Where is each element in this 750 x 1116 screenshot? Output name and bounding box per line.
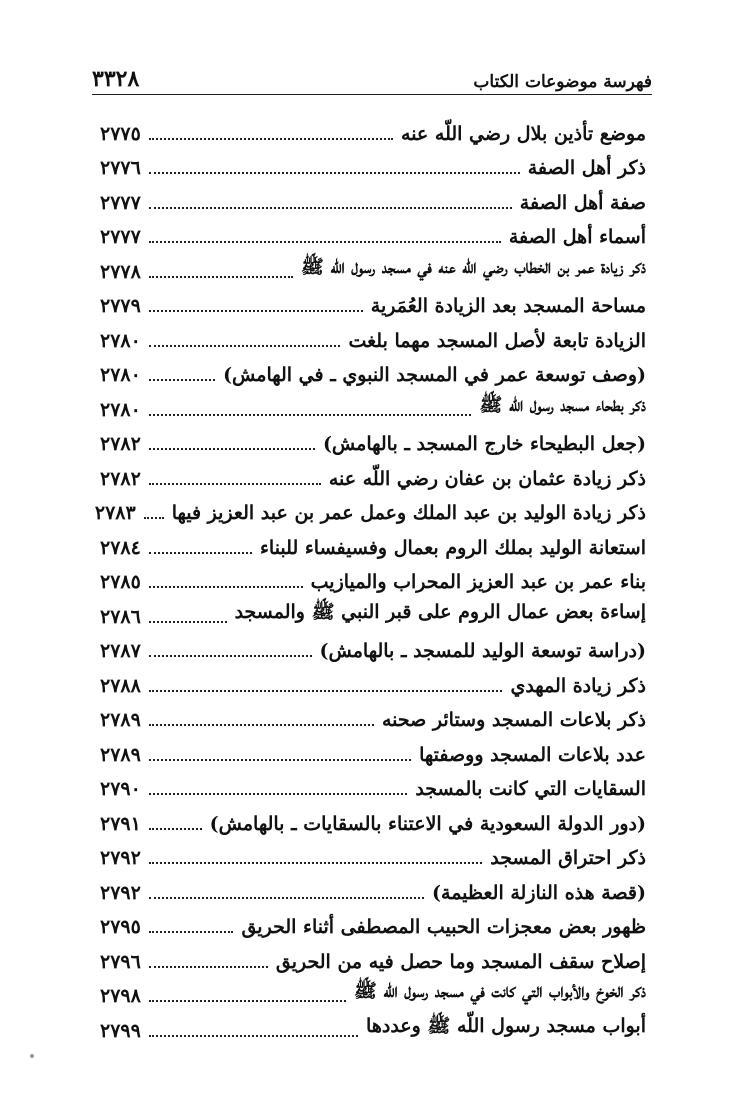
toc-entry-page: ٢٧٧٨ — [100, 260, 141, 283]
toc-entry-title: أبواب مسجد رسول اللّه ﷺ وعددها — [366, 1014, 646, 1037]
dot-leader — [149, 724, 374, 726]
toc-entry-page: ٢٧٧٦ — [100, 157, 141, 179]
scan-speck — [30, 1054, 34, 1058]
toc-entry-page: ٢٧٨٩ — [100, 709, 141, 731]
dot-leader — [149, 655, 312, 657]
toc-entry-title: (دراسة توسعة الوليد للمسجد ـ بالهامش) — [319, 640, 646, 662]
toc-entry-page: ٢٧٧٧ — [100, 191, 141, 214]
toc-entry — [100, 666, 646, 701]
toc-entry-title: أسماء أهل الصفة — [508, 226, 646, 248]
dot-leader — [149, 897, 424, 899]
toc-entry-page: ٢٧٨٧ — [100, 640, 141, 662]
toc-entry-page: ٢٧٩١ — [100, 812, 141, 835]
toc-entry-title: عدد بلاعات المسجد ووصفتها — [419, 743, 646, 766]
dot-leader — [149, 310, 363, 312]
toc-entry-title: الزيادة تابعة لأصل المسجد مهما بلغت — [348, 329, 646, 352]
toc-entry — [100, 908, 646, 943]
toc-entry-page: ٢٧٨٥ — [100, 571, 141, 593]
dot-leader — [149, 793, 407, 795]
dot-leader — [149, 586, 303, 588]
toc-entry-title: ذكر زيادة عمر بن الخطاب رضي اللّه عنه في مسجد رسول اللّه ﷺ — [300, 255, 646, 278]
dot-leader — [149, 241, 501, 243]
toc-entry-title: استعانة الوليد بملك الروم بعمال وفسيفساء للبناء — [259, 536, 646, 559]
toc-entry-title: (وصف توسعة عمر في المسجد النبوي ـ في الهامش) — [223, 364, 646, 386]
toc-entry-page: ٢٧٨٠ — [100, 329, 141, 352]
toc-entry-title: ذكر بطحاء مسجد رسول اللّه ﷺ — [479, 393, 646, 416]
toc-entry — [100, 701, 646, 736]
toc-entry-title: (قصة هذه النازلة العظيمة) — [432, 881, 646, 904]
toc-entry — [100, 287, 646, 322]
toc-entry — [100, 356, 646, 391]
toc-entry-title: مساحة المسجد بعد الزيادة العُمَرية — [370, 295, 646, 317]
toc-entry-page: ٢٧٩٨ — [100, 985, 141, 1007]
dot-leader — [149, 828, 202, 830]
toc-entry — [100, 942, 646, 977]
toc-entry-page: ٢٧٨٦ — [100, 605, 141, 628]
toc-entry — [100, 770, 646, 805]
toc-entry-title: ذكر زيادة عثمان بن عفان رضي اللّه عنه — [328, 467, 646, 490]
toc-entry — [100, 114, 646, 149]
toc-entry-page: ٢٧٨٨ — [100, 674, 141, 697]
toc-entry — [100, 218, 646, 253]
toc-entry — [100, 873, 646, 908]
dot-leader — [149, 207, 512, 209]
toc-entry-title: إساءة بعض عمال الروم على قبر النبي ﷺ والمسجد — [234, 600, 646, 623]
toc-entry-title: ذكر الخوخ والأبواب التي كانت في مسجد رسول اللّه ﷺ — [353, 980, 646, 1002]
header-title: فهرسة موضوعات الكتاب — [473, 72, 652, 92]
toc-entry — [100, 321, 646, 356]
toc-entry — [100, 597, 646, 632]
toc-entry — [100, 528, 646, 563]
toc-entry — [100, 459, 646, 494]
dot-leader — [144, 517, 164, 519]
toc-entry-title: ذكر زيادة المهدي — [510, 674, 646, 697]
toc-entry — [100, 149, 646, 184]
page-number: ٣٣٢٨ — [92, 66, 140, 92]
toc-entry — [100, 977, 646, 1012]
dot-leader — [149, 1035, 358, 1037]
toc-entry — [100, 632, 646, 667]
dot-leader — [149, 621, 227, 623]
dot-leader — [149, 552, 252, 554]
dot-leader — [149, 690, 503, 692]
toc-entry — [94, 494, 646, 529]
toc-entry-title: ظهور بعض معجزات الحبيب المصطفى أثناء الحريق — [241, 916, 646, 938]
dot-leader — [149, 448, 315, 450]
toc-entry — [100, 183, 646, 218]
dot-leader — [149, 862, 482, 864]
toc-entry-page: ٢٧٨٢ — [100, 433, 141, 455]
toc-entry-title: صفة أهل الصفة — [519, 191, 646, 214]
toc-entry — [100, 390, 646, 425]
toc-entry-page: ٢٧٨٩ — [100, 743, 141, 766]
toc-entry — [100, 804, 646, 839]
toc-entry-title: إصلاح سقف المسجد وما حصل فيه من الحريق — [275, 950, 646, 973]
dot-leader — [149, 345, 341, 347]
dot-leader — [149, 138, 393, 140]
dot-leader — [149, 172, 520, 174]
toc-entry-page: ٢٧٧٧ — [100, 226, 141, 248]
header-rule — [92, 94, 652, 95]
toc-entry-title: بناء عمر بن عبد العزيز المحراب والميازيب — [310, 571, 646, 593]
toc-entry-page: ٢٧٧٥ — [100, 122, 141, 145]
toc-entry-title: ذكر أهل الصفة — [527, 157, 646, 179]
toc-entry-title: ذكر بلاعات المسجد وستائر صحنه — [381, 709, 646, 731]
dot-leader — [149, 276, 293, 278]
toc-entry-title: السقايات التي كانت بالمسجد — [415, 778, 646, 800]
dot-leader — [149, 483, 321, 485]
page-header — [92, 58, 652, 92]
toc-entry-page: ٢٧٨٤ — [100, 536, 141, 559]
toc-entry — [100, 252, 646, 287]
toc-entry — [100, 839, 646, 874]
toc-entry-title: (دور الدولة السعودية في الاعتناء بالسقايات ـ بالهامش) — [209, 812, 646, 835]
dot-leader — [149, 1000, 346, 1002]
toc-entry-page: ٢٧٨٠ — [100, 364, 141, 386]
toc-entry-page: ٢٧٨٢ — [100, 467, 141, 490]
toc-entry-page: ٢٧٨٠ — [100, 398, 141, 421]
toc-entry-title: ذكر احتراق المسجد — [490, 847, 646, 869]
toc-entry-page: ٢٧٩٢ — [100, 881, 141, 904]
dot-leader — [149, 931, 234, 933]
toc-entry-page: ٢٧٨٣ — [94, 502, 136, 524]
toc-entry-title: (جعل البطيحاء خارج المسجد ـ بالهامش) — [322, 433, 646, 455]
toc-entry — [100, 563, 646, 598]
toc-entry-page: ٢٧٩٩ — [100, 1019, 141, 1042]
toc-entry-page: ٢٧٩٦ — [100, 950, 141, 973]
toc-entry-title: ذكر زيادة الوليد بن عبد الملك وعمل عمر بن عبد العزيز فيها — [171, 502, 646, 524]
toc-entry-page: ٢٧٩٠ — [100, 778, 141, 800]
toc-entry-page: ٢٧٧٩ — [100, 295, 141, 317]
toc-entry — [100, 735, 646, 770]
toc-entry-page: ٢٧٩٢ — [100, 847, 141, 869]
dot-leader — [149, 966, 268, 968]
toc-entry-title: موضع تأذين بلال رضي اللّه عنه — [401, 122, 646, 145]
dot-leader — [149, 379, 215, 381]
dot-leader — [149, 759, 411, 761]
dot-leader — [149, 414, 472, 416]
toc-entry — [100, 425, 646, 460]
toc-entry-page: ٢٧٩٥ — [100, 916, 141, 938]
table-of-contents — [94, 114, 646, 1046]
toc-entry — [100, 1011, 646, 1046]
